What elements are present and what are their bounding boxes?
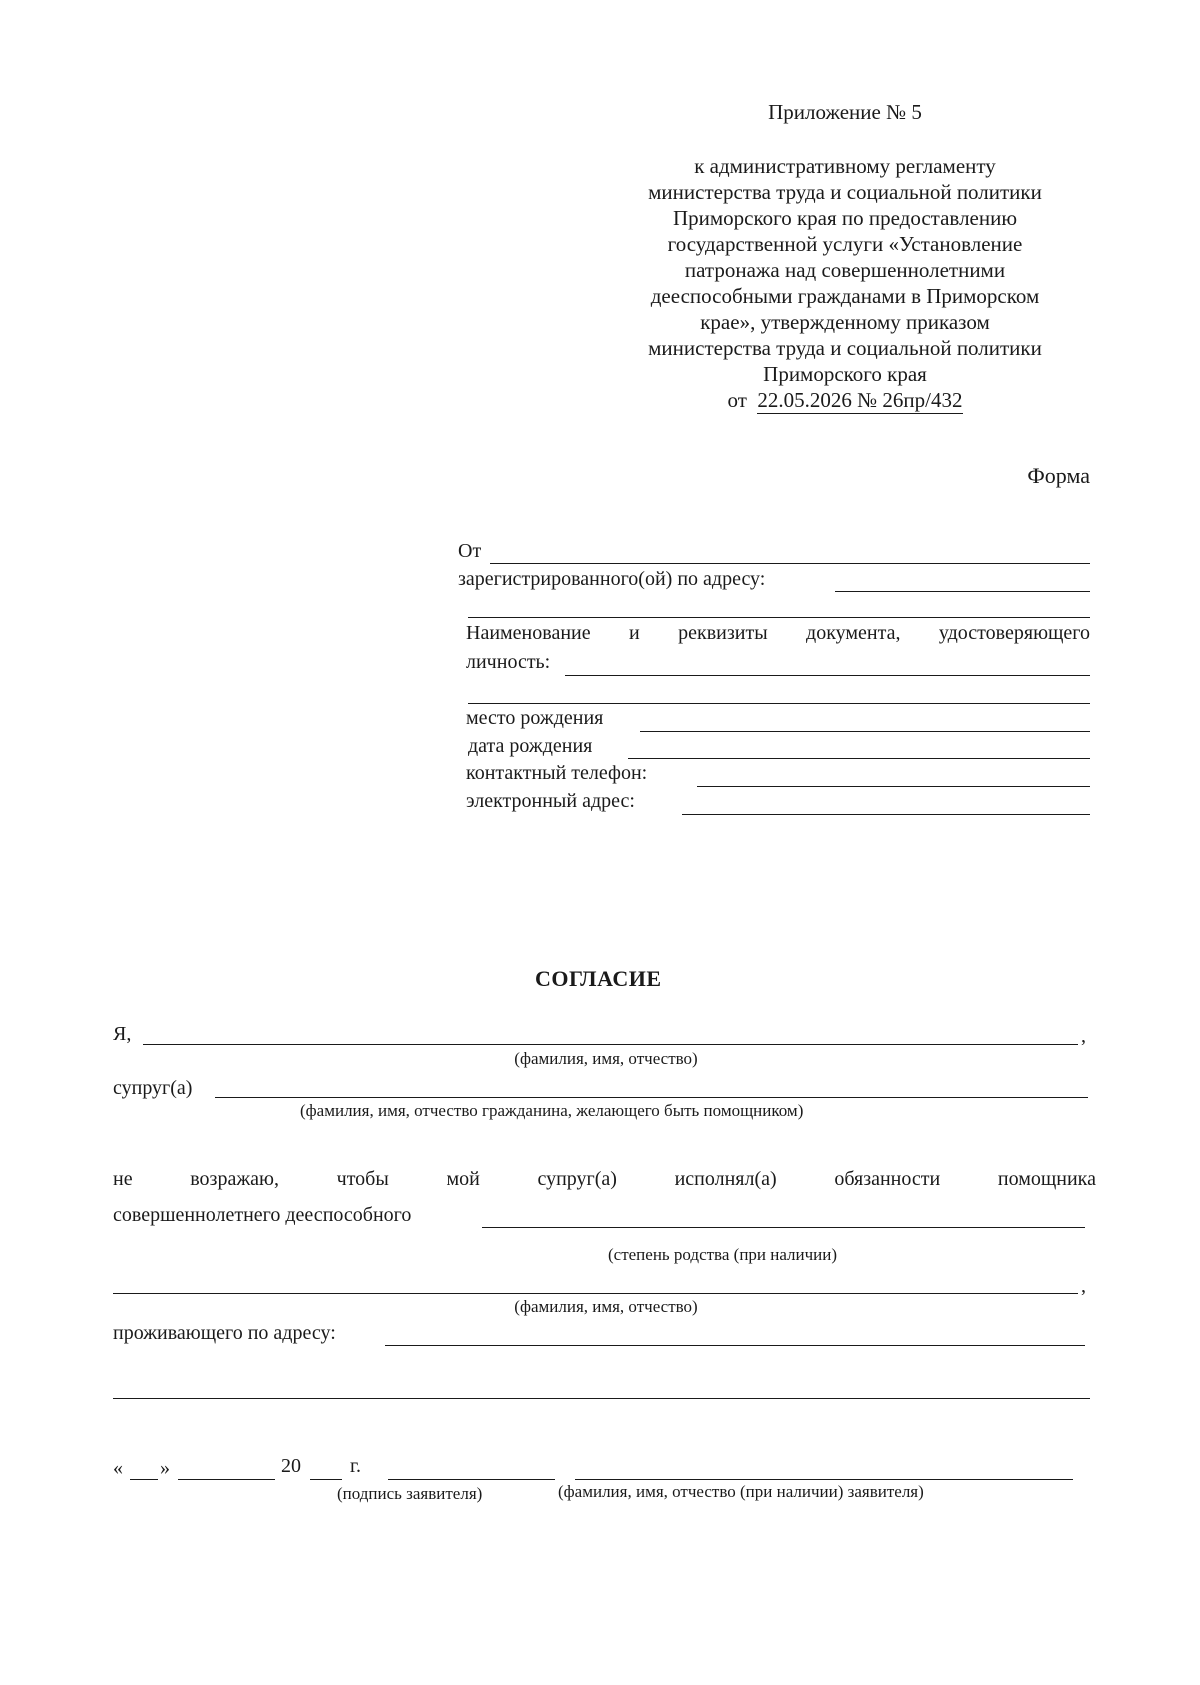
day-field[interactable] [130,1479,158,1480]
registered-label: зарегистрированного(ой) по адресу: [458,568,766,590]
from-label: От [458,540,482,562]
consent-word: помощника [997,1168,1096,1190]
consent-word: исполнял(а) [674,1168,777,1190]
consent-word: не [113,1168,133,1190]
regulation-line: дееспособными гражданами в Приморском [650,284,1040,308]
hint-fio: (фамилия, имя, отчество) [514,1049,698,1068]
hint-applicant-name: (фамилия, имя, отчество (при наличии) заявителя) [558,1482,924,1501]
birth-date-field[interactable] [628,758,1090,759]
quote-open: « [113,1457,123,1479]
regulation-line: к административному регламенту [694,154,996,178]
regulation-line: государственной услуги «Установление [667,232,1023,256]
hint-signature: (подпись заявителя) [337,1484,483,1503]
signature-field[interactable] [388,1479,555,1480]
order-prefix: от [727,388,747,412]
document-label: Наименование и реквизиты документа, удостоверяющего [466,622,1090,644]
hint-spouse: (фамилия, имя, отчество гражданина, желающего быть помощником) [300,1101,804,1120]
regulation-line: Приморского края по предоставлению [672,206,1018,230]
phone-field[interactable] [697,786,1090,787]
consent-word: чтобы [336,1168,389,1190]
identity-document-field[interactable] [565,675,1090,676]
regulation-line: Приморского края [763,362,927,386]
adult-label: совершеннолетнего дееспособного [113,1204,412,1226]
comma: , [1081,1275,1086,1297]
hint-fio-2: (фамилия, имя, отчество) [514,1297,698,1316]
applicant-name-field[interactable] [575,1479,1073,1480]
relation-field[interactable] [482,1227,1085,1228]
address-label: проживающего по адресу: [113,1322,336,1344]
quote-close: » [160,1457,170,1479]
phone-label: контактный телефон: [466,762,648,784]
consent-word: обязанности [834,1168,941,1190]
document-title: СОГЛАСИЕ [535,966,662,991]
consent-statement [113,1168,1096,1191]
order-line [600,386,1090,414]
declarant-name-field[interactable] [143,1044,1078,1045]
consent-word: супруг(а) [537,1168,617,1190]
birth-date-label: дата рождения [468,735,593,757]
ward-name-field[interactable] [113,1293,1078,1294]
ward-address-field[interactable] [385,1345,1085,1346]
spouse-label: супруг(а) [113,1077,193,1099]
regulation-line: министерства труда и социальной политики [648,336,1042,360]
consent-word: мой [446,1168,480,1190]
year-field[interactable] [310,1479,342,1480]
registered-address-field-2[interactable] [468,617,1090,618]
i-label: Я, [113,1023,132,1045]
month-field[interactable] [178,1479,275,1480]
identity-document-field-2[interactable] [468,703,1090,704]
ward-address-field-2[interactable] [113,1398,1090,1399]
year-suffix: г. [350,1455,361,1477]
hint-relation: (степень родства (при наличии) [608,1245,838,1264]
regulation-line: патронажа над совершеннолетними [684,258,1006,282]
form-label: Форма [1027,463,1090,488]
email-field[interactable] [682,814,1090,815]
regulation-line: крае», утвержденному приказом [700,310,990,334]
comma: , [1081,1025,1086,1047]
email-label: электронный адрес: [466,790,635,812]
regulation-line: министерства труда и социальной политики [648,180,1042,204]
spouse-name-field[interactable] [215,1097,1088,1098]
appendix-number: Приложение № 5 [768,100,922,124]
year-prefix: 20 [281,1455,301,1477]
registered-address-field[interactable] [835,591,1090,592]
birth-place-label: место рождения [466,707,604,729]
birth-place-field[interactable] [640,731,1090,732]
document-label-2: личность: [466,651,551,673]
order-number: 22.05.2026 № 26пр/432 [757,388,963,412]
from-field[interactable] [490,563,1090,564]
consent-word: возражаю, [190,1168,279,1190]
